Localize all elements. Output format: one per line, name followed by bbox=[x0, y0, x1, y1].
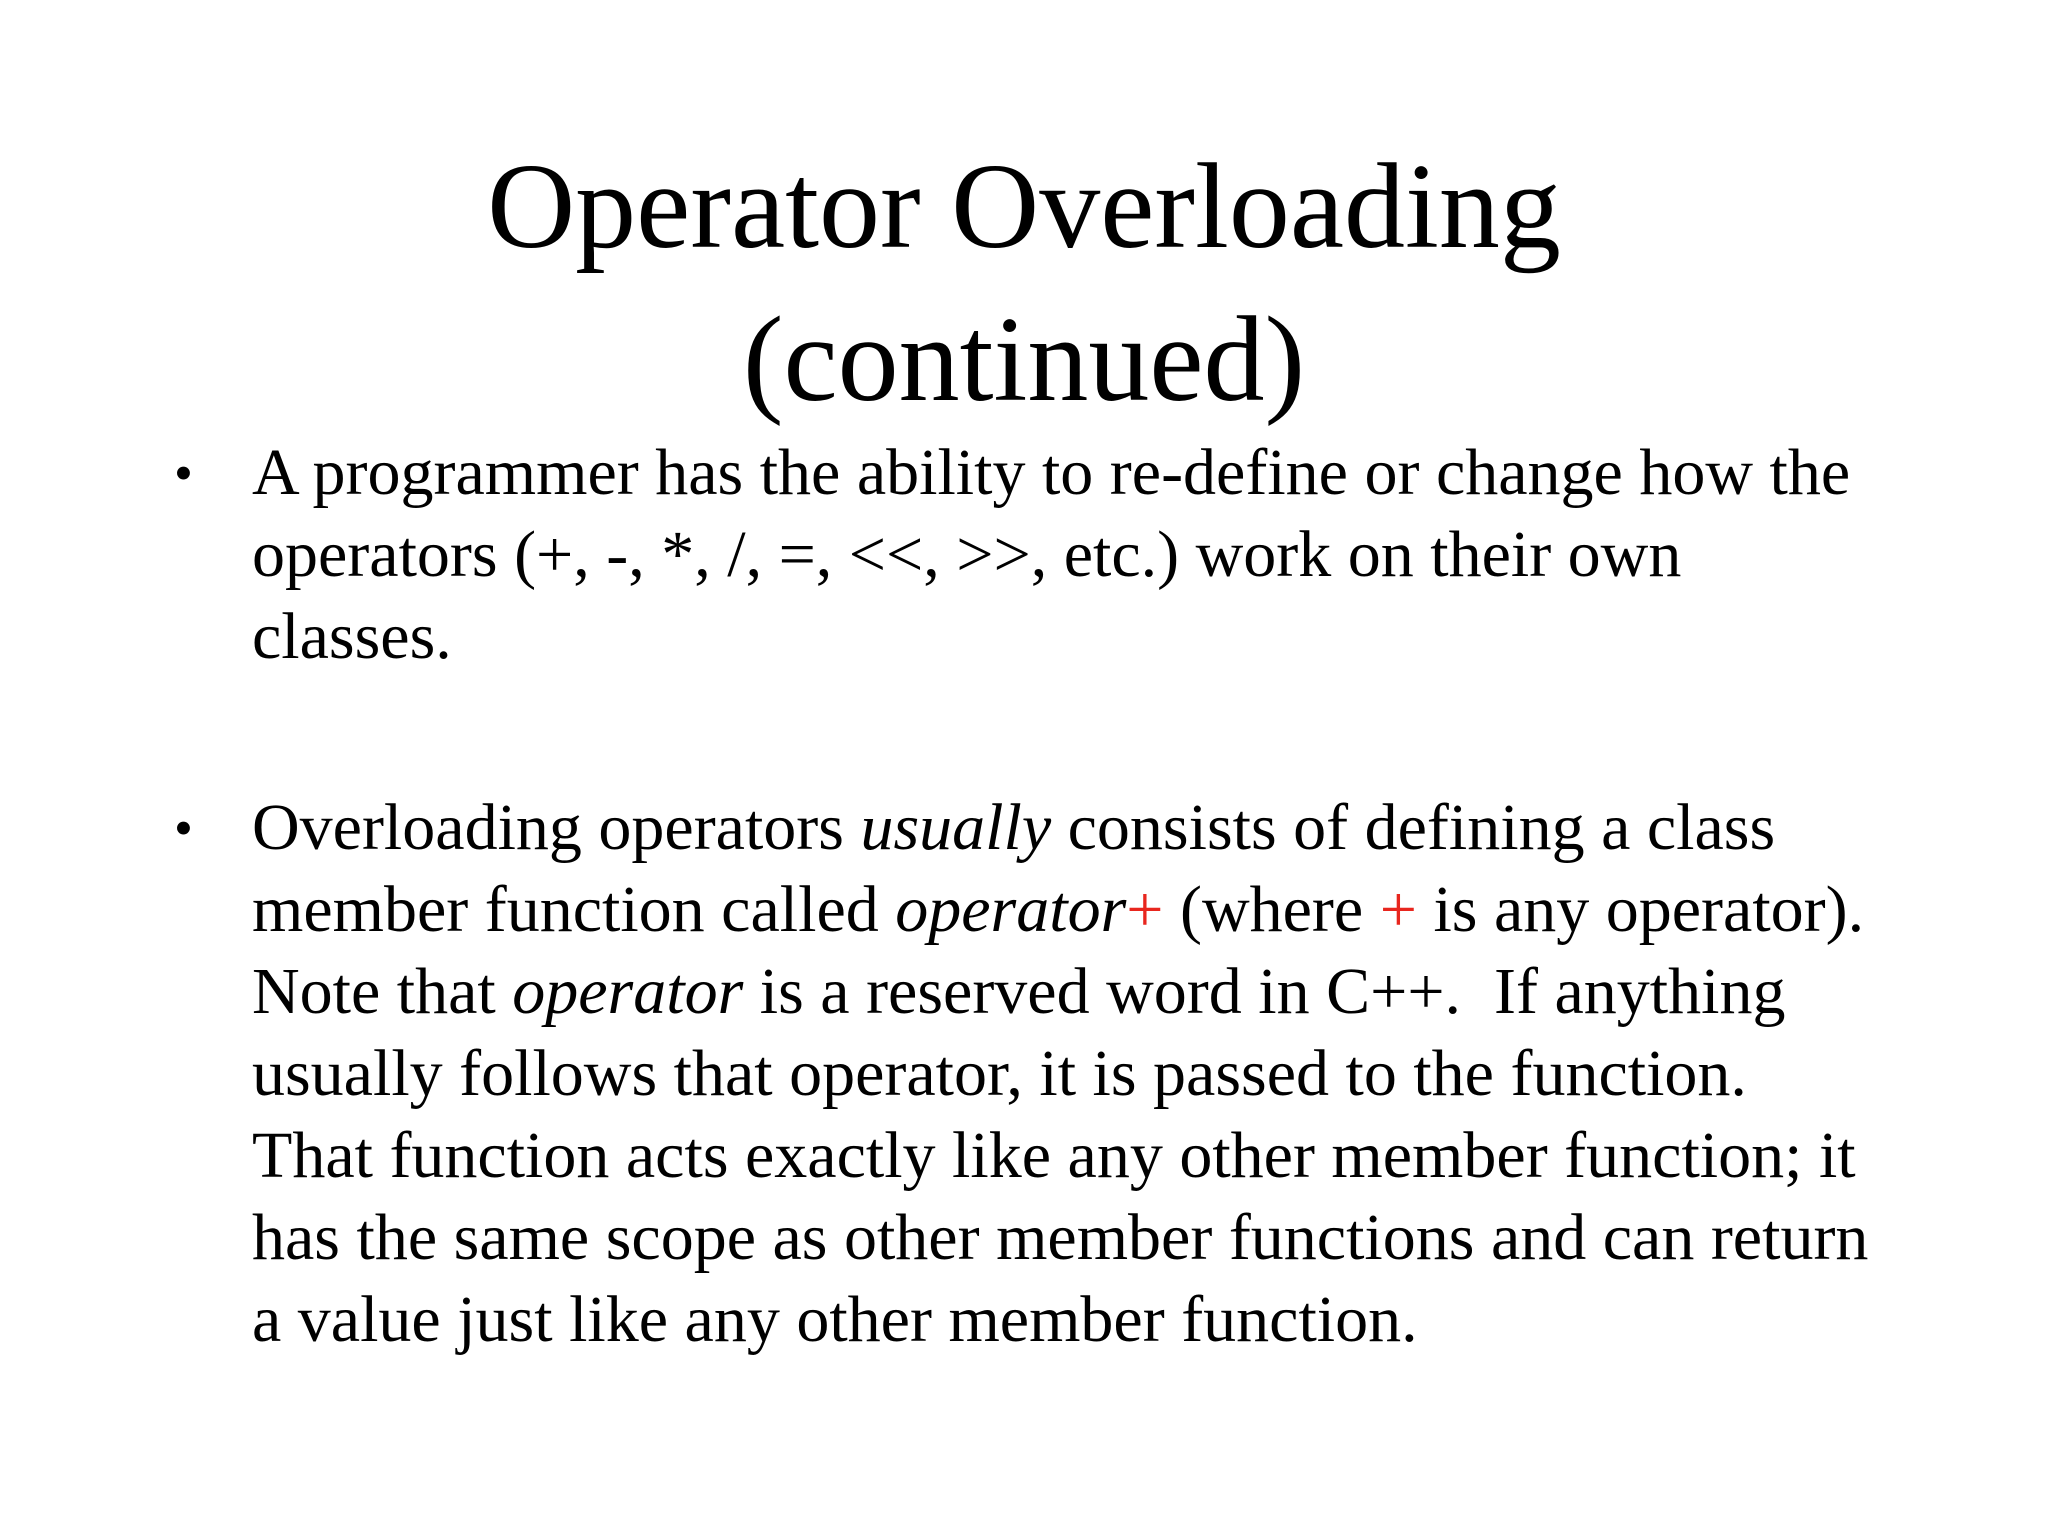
bullet-item-1 bbox=[174, 432, 1982, 678]
slide-title-line-1: Operator Overloading bbox=[487, 139, 1561, 274]
highlight-plus: + bbox=[1379, 873, 1417, 946]
bullet-item-2 bbox=[174, 787, 1982, 1361]
bullet-2-line-5: That function acts exactly like any other member function; it bbox=[252, 1119, 1856, 1192]
text-run: is any operator). bbox=[1416, 873, 1865, 946]
bullet-1-line-1: A programmer has the ability to re-define or change how the bbox=[252, 436, 1851, 509]
slide-title-line-2: (continued) bbox=[742, 292, 1306, 427]
bullet-2-line-6: has the same scope as other member functions and can return bbox=[252, 1201, 1869, 1274]
emphasis-operator: operator bbox=[512, 955, 744, 1028]
bullet-2-line-3 bbox=[252, 951, 1982, 1033]
text-run: consists of defining a class bbox=[1051, 791, 1776, 864]
text-run: Note that bbox=[252, 955, 513, 1028]
emphasis-usually: usually bbox=[860, 791, 1052, 864]
bullet-icon: • bbox=[174, 798, 193, 858]
bullet-1-line-3: classes. bbox=[252, 600, 452, 673]
text-run: member function called bbox=[252, 873, 896, 946]
bullet-2-line-7: a value just like any other member function. bbox=[252, 1283, 1418, 1356]
bullet-icon: • bbox=[174, 443, 193, 503]
text-run: (where bbox=[1163, 873, 1380, 946]
bullet-1-line-2: operators (+, -, *, /, =, <<, >>, etc.) work on their own bbox=[252, 518, 1682, 591]
bullet-2-line-4: usually follows that operator, it is passed to the function. bbox=[252, 1037, 1747, 1110]
highlight-plus: + bbox=[1126, 873, 1164, 946]
emphasis-operator: operator bbox=[895, 873, 1127, 946]
text-run: is a reserved word in C++. If anything bbox=[743, 955, 1786, 1028]
bullet-2-line-1 bbox=[252, 787, 1982, 869]
bullet-2-line-2 bbox=[252, 869, 1982, 951]
text-run: Overloading operators bbox=[252, 791, 861, 864]
